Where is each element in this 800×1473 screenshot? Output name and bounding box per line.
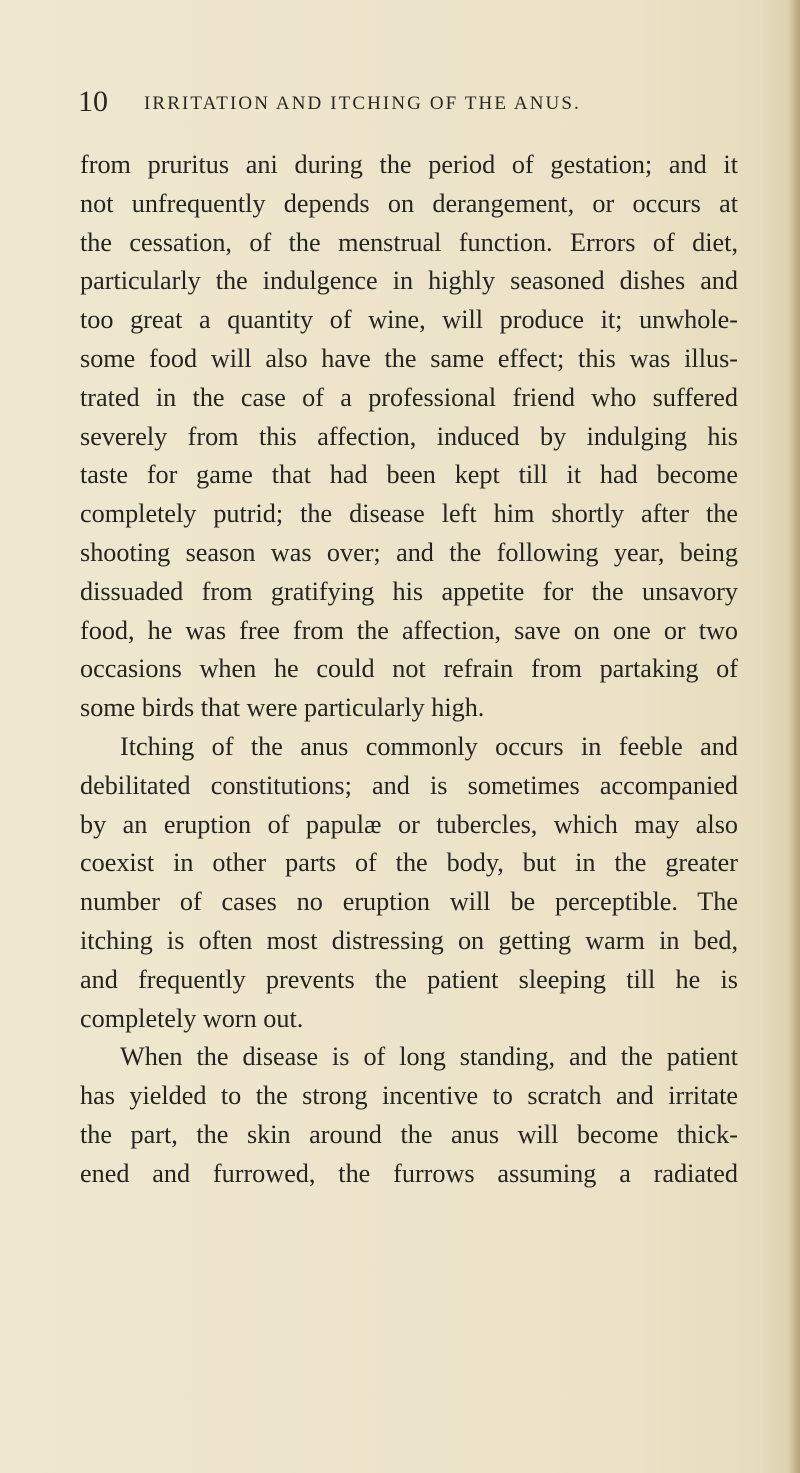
text-line: itching is often most distressing on getting warm in bed, xyxy=(80,925,738,955)
running-title: IRRITATION AND ITCHING OF THE ANUS. xyxy=(144,93,581,114)
text-line: by an eruption of papulæ or tubercles, which may also xyxy=(80,809,738,839)
text-line: shooting season was over; and the following year, being xyxy=(80,537,738,567)
text-line: completely worn out. xyxy=(80,1003,304,1033)
text-line: number of cases no eruption will be perceptible. The xyxy=(80,887,738,917)
body-text xyxy=(80,146,738,1194)
text-line: particularly the indulgence in highly seasoned dishes and xyxy=(80,266,738,296)
text-line: debilitated constitutions; and is sometimes accompanied xyxy=(80,770,738,800)
text-line: dissuaded from gratifying his appetite for the unsavory xyxy=(80,576,738,606)
text-line: has yielded to the strong incentive to scratch and irritate xyxy=(80,1081,738,1111)
text-line: too great a quantity of wine, will produce it; unwhole- xyxy=(80,305,738,335)
text-line: not unfrequently depends on derangement, or occurs at xyxy=(80,188,738,218)
text-line: When the disease is of long standing, and the patient xyxy=(120,1042,738,1072)
page-edge-shadow xyxy=(788,0,800,1473)
text-line: Itching of the anus commonly occurs in feeble and xyxy=(120,731,738,761)
page-number: 10 xyxy=(78,85,108,118)
text-line: the part, the skin around the anus will become thick- xyxy=(80,1119,738,1149)
text-line: some food will also have the same effect; this was illus- xyxy=(80,343,738,373)
text-line: trated in the case of a professional friend who suffered xyxy=(80,382,738,412)
text-line: completely putrid; the disease left him shortly after the xyxy=(80,499,738,529)
text-line: ened and furrowed, the furrows assuming a radiated xyxy=(80,1158,738,1188)
text-line: occasions when he could not refrain from partaking of xyxy=(80,654,738,684)
text-line: food, he was free from the affection, save on one or two xyxy=(80,615,738,645)
text-line: some birds that were particularly high. xyxy=(80,693,485,723)
text-line: the cessation, of the menstrual function. Errors of diet, xyxy=(80,227,738,257)
text-line: severely from this affection, induced by indulging his xyxy=(80,421,738,451)
page-header xyxy=(78,82,718,122)
text-line: coexist in other parts of the body, but in the greater xyxy=(80,848,738,878)
text-line: taste for game that had been kept till it had become xyxy=(80,460,738,490)
text-line: from pruritus ani during the period of gestation; and it xyxy=(80,150,738,179)
text-line: and frequently prevents the patient sleeping till he is xyxy=(80,964,738,994)
